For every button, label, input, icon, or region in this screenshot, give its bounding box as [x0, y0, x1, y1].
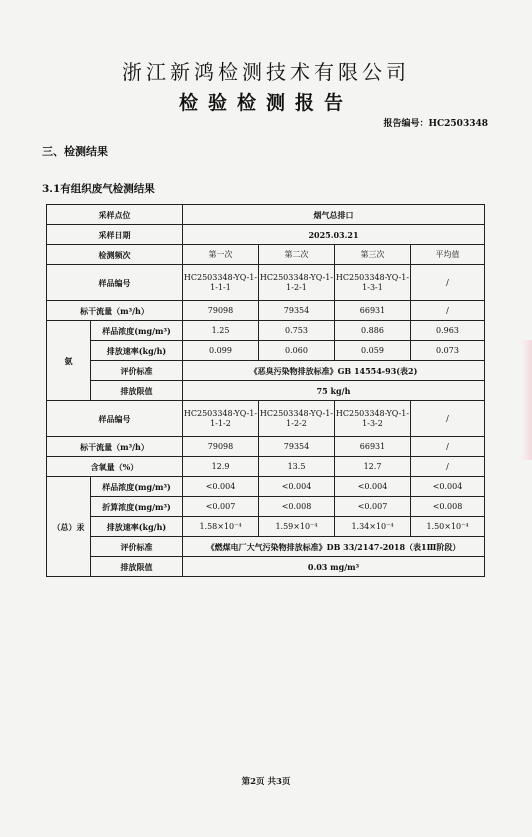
table-row [47, 437, 485, 457]
table-cell: HC2503348-YQ-1-1-2-2 [259, 401, 335, 437]
table-cell: 《恶臭污染物排放标准》GB 14554-93(表2) [183, 361, 485, 381]
table-cell: 0.963 [411, 321, 485, 341]
table-cell: 样品浓度(mg/m³) [91, 477, 183, 497]
section-title: 三、检测结果 [42, 145, 108, 158]
table-cell: <0.004 [335, 477, 411, 497]
table-cell: 采样点位 [47, 205, 183, 225]
table-cell: 评价标准 [91, 537, 183, 557]
table-cell: 66931 [335, 301, 411, 321]
table-cell: 1.58×10⁻⁴ [183, 517, 259, 537]
table-cell: / [411, 437, 485, 457]
table-cell: 氨 [47, 321, 91, 401]
table-cell: 1.34×10⁻⁴ [335, 517, 411, 537]
table-cell: / [411, 265, 485, 301]
table-cell: HC2503348-YQ-1-1-1-1 [183, 265, 259, 301]
results-table [46, 204, 485, 577]
table-cell: 79354 [259, 301, 335, 321]
table-cell: 75 kg/h [183, 381, 485, 401]
table-cell: / [411, 457, 485, 477]
table-cell: HC2503348-YQ-1-1-3-2 [335, 401, 411, 437]
table-cell: 标干流量（m³/h） [47, 301, 183, 321]
table-cell: 1.50×10⁻⁴ [411, 517, 485, 537]
table-cell: 第三次 [335, 245, 411, 265]
page-edge-stain [522, 340, 532, 460]
table-row [47, 477, 485, 497]
table-cell: 第二次 [259, 245, 335, 265]
table-row [47, 557, 485, 577]
table-cell: 12.7 [335, 457, 411, 477]
table-cell: 0.03 mg/m³ [183, 557, 485, 577]
table-row [47, 321, 485, 341]
table-cell: 平均值 [411, 245, 485, 265]
table-cell: 0.753 [259, 321, 335, 341]
company-name: 浙江新鸿检测技术有限公司 [122, 60, 410, 84]
table-row [47, 225, 485, 245]
report-title: 检验检测报告 [178, 92, 353, 114]
table-cell: 66931 [335, 437, 411, 457]
table-cell: 0.060 [259, 341, 335, 361]
table-cell: <0.004 [411, 477, 485, 497]
table-cell: 0.886 [335, 321, 411, 341]
table-row [47, 497, 485, 517]
table-cell: <0.007 [183, 497, 259, 517]
table-cell: 1.59×10⁻⁴ [259, 517, 335, 537]
table-row [47, 361, 485, 381]
table-row [47, 265, 485, 301]
table-cell: 评价标准 [91, 361, 183, 381]
table-cell: / [411, 301, 485, 321]
subsection-title: 3.1有组织废气检测结果 [42, 183, 155, 195]
table-cell: 含氧量（%） [47, 457, 183, 477]
table-cell: <0.007 [335, 497, 411, 517]
table-cell: 2025.03.21 [183, 225, 485, 245]
table-cell: 第一次 [183, 245, 259, 265]
table-cell: 样品编号 [47, 265, 183, 301]
table-cell: 0.073 [411, 341, 485, 361]
table-cell: 排放限值 [91, 557, 183, 577]
table-row [47, 205, 485, 225]
table-cell: 1.25 [183, 321, 259, 341]
table-row [47, 537, 485, 557]
table-cell: 样品浓度(mg/m³) [91, 321, 183, 341]
table-cell: （总）汞 [47, 477, 91, 577]
table-cell: <0.008 [259, 497, 335, 517]
table-cell: <0.004 [183, 477, 259, 497]
page-number: 第2页 共3页 [241, 777, 291, 787]
table-cell: 排放速率(kg/h) [91, 341, 183, 361]
table-cell: 排放限值 [91, 381, 183, 401]
table-cell: 排放速率(kg/h) [91, 517, 183, 537]
table-cell: 折算浓度(mg/m³) [91, 497, 183, 517]
table-cell: <0.008 [411, 497, 485, 517]
table-cell: 12.9 [183, 457, 259, 477]
table-cell: 0.099 [183, 341, 259, 361]
table-cell: 13.5 [259, 457, 335, 477]
table-cell: 79098 [183, 437, 259, 457]
report-number: 报告编号：HC2503348 [383, 119, 488, 129]
table-cell: <0.004 [259, 477, 335, 497]
table-row [47, 401, 485, 437]
table-row [47, 245, 485, 265]
table-cell: 《燃煤电厂大气污染物排放标准》DB 33/2147-2018（表1Ⅲ阶段） [183, 537, 485, 557]
table-row [47, 381, 485, 401]
table-cell: 样品编号 [47, 401, 183, 437]
table-cell: / [411, 401, 485, 437]
table-cell: 79098 [183, 301, 259, 321]
table-row [47, 457, 485, 477]
table-cell: 采样日期 [47, 225, 183, 245]
table-row [47, 517, 485, 537]
table-cell: 79354 [259, 437, 335, 457]
table-cell: HC2503348-YQ-1-1-1-2 [183, 401, 259, 437]
table-cell: 0.059 [335, 341, 411, 361]
table-cell: HC2503348-YQ-1-1-3-1 [335, 265, 411, 301]
table-row [47, 341, 485, 361]
table-row [47, 301, 485, 321]
table-cell: 烟气总排口 [183, 205, 485, 225]
table-cell: 检测频次 [47, 245, 183, 265]
table-cell: 标干流量（m³/h） [47, 437, 183, 457]
table-cell: HC2503348-YQ-1-1-2-1 [259, 265, 335, 301]
